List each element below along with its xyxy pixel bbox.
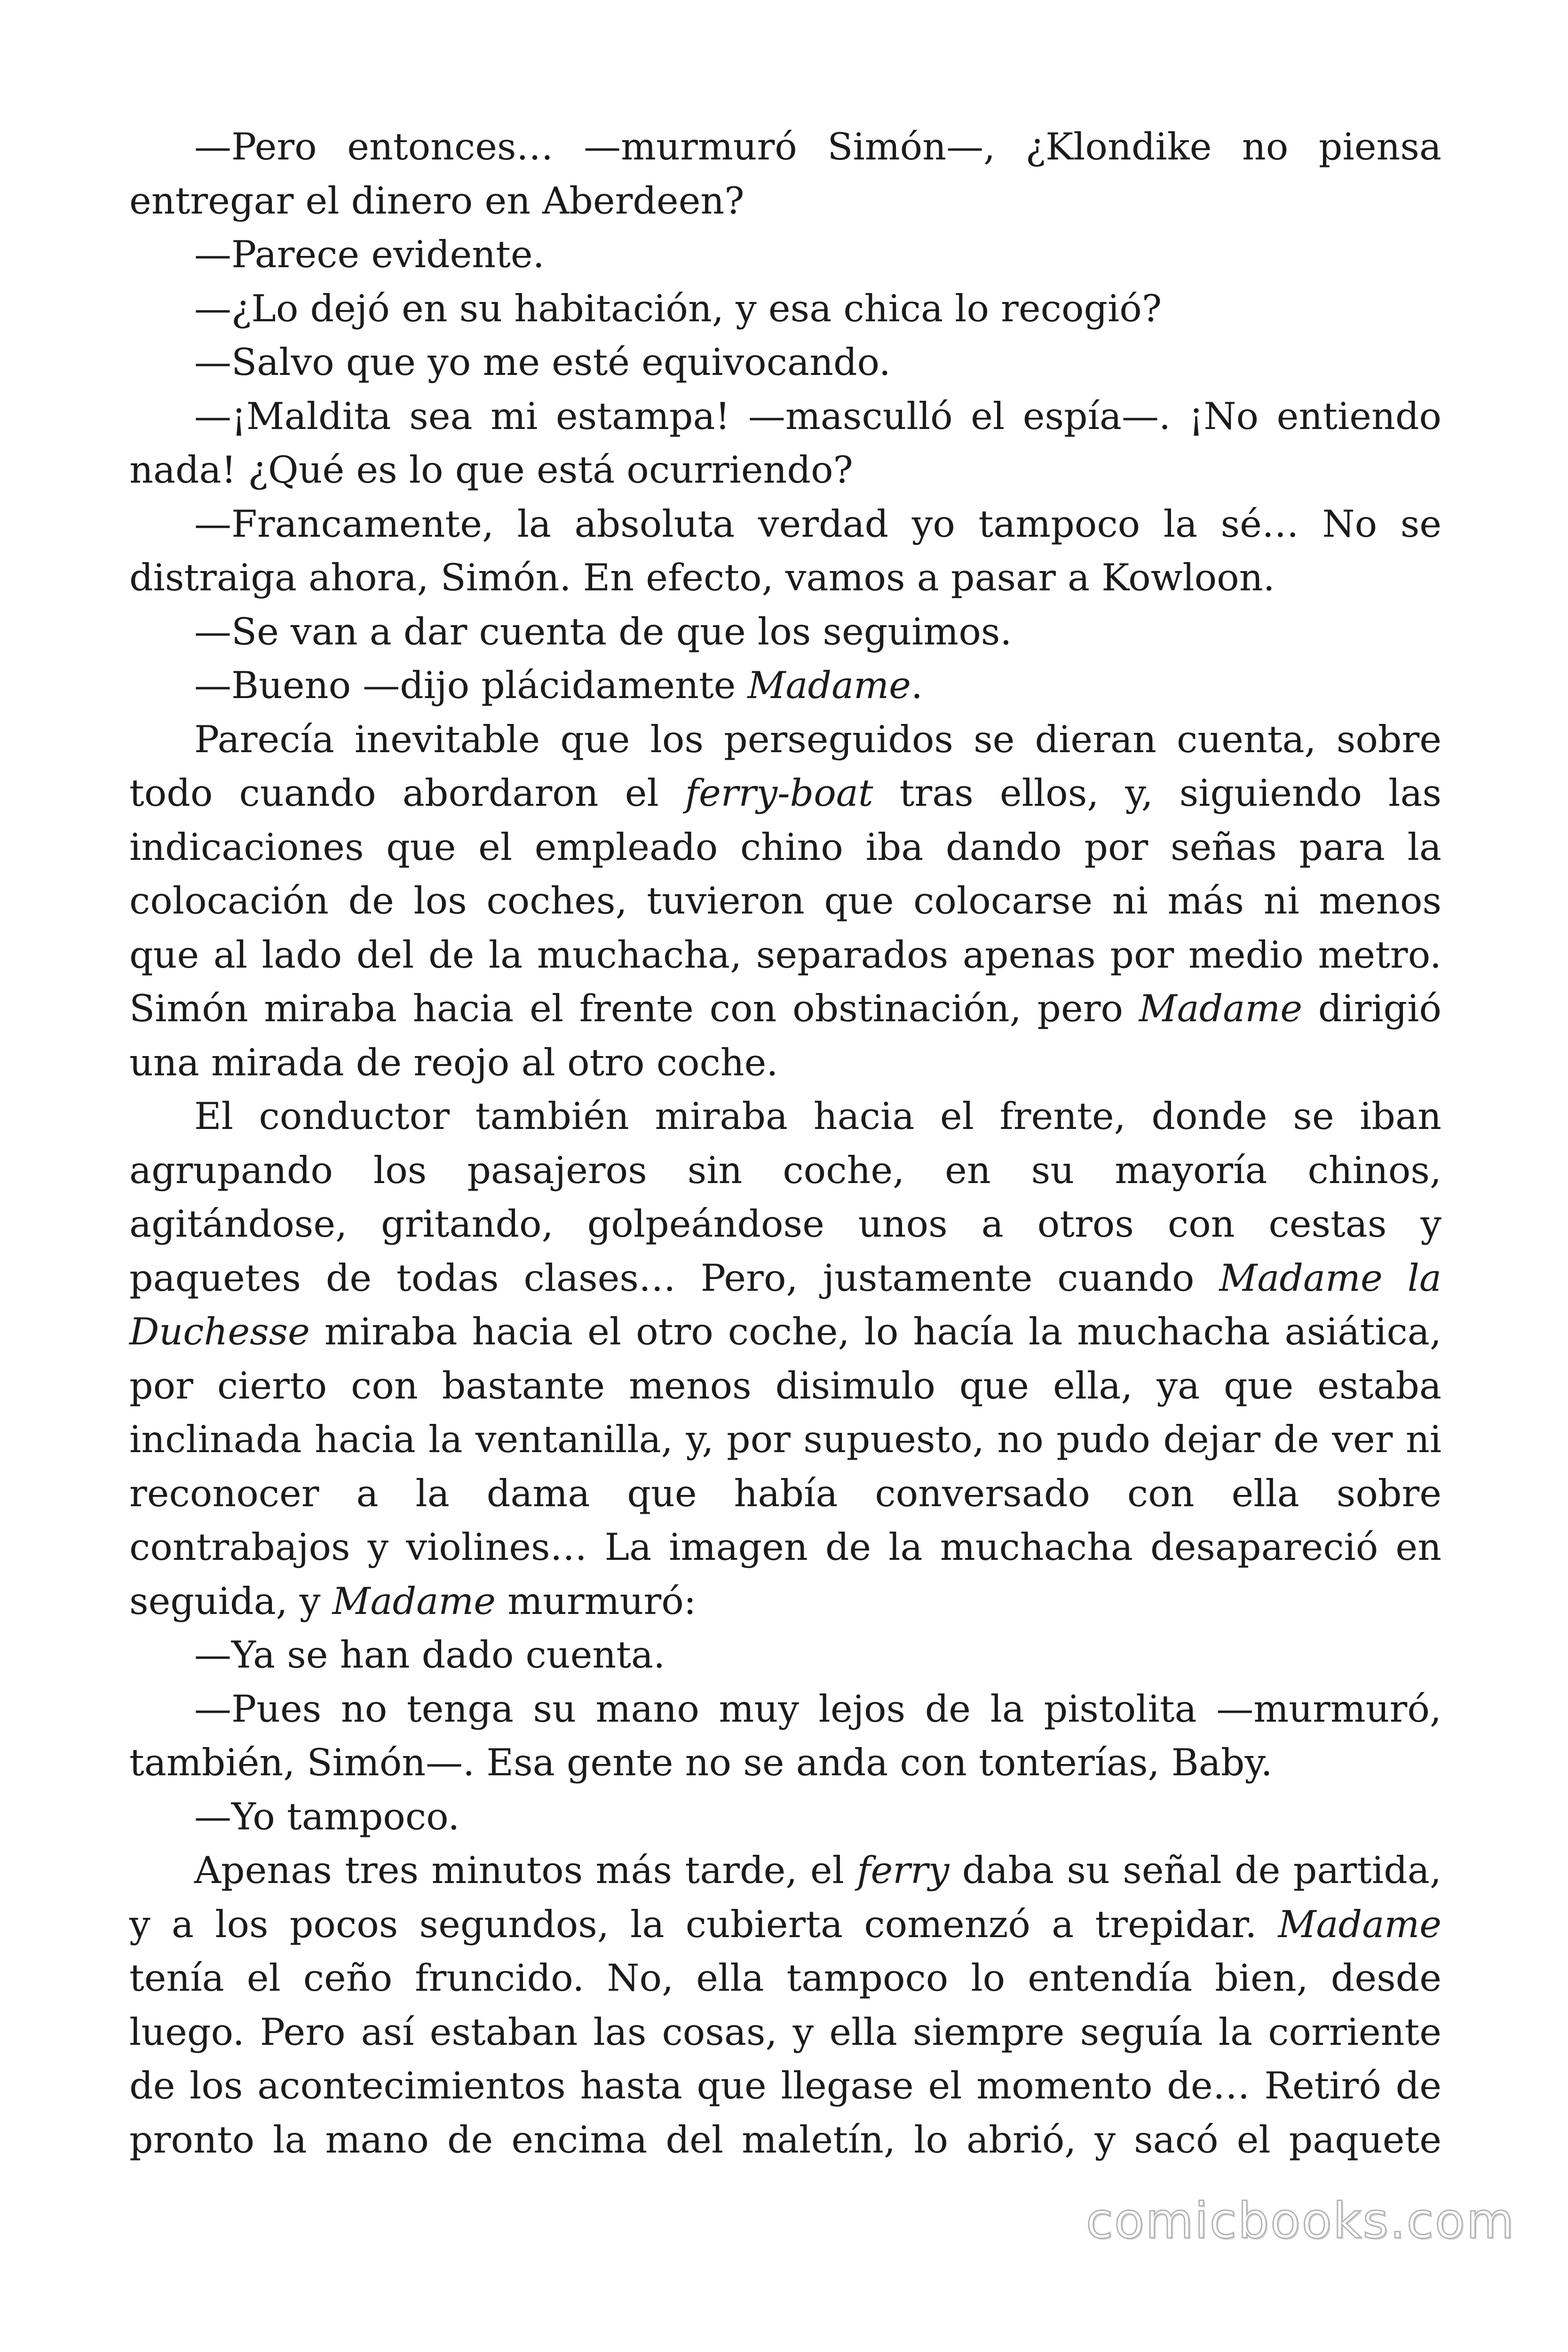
- italic-text: Madame: [747, 664, 911, 707]
- text-run: Apenas tres minutos más tarde, el: [194, 1849, 857, 1892]
- italic-text: ferry-boat: [685, 771, 873, 815]
- text-run: —Se van a dar cuenta de que los seguimos.: [194, 610, 1012, 653]
- paragraph: [129, 120, 1441, 228]
- text-run: —¡Maldita sea mi estampa! —masculló el espía—. ¡No entiendo nada! ¿Qué es lo que está ocurriendo?: [129, 394, 1441, 492]
- paragraph: [129, 282, 1441, 336]
- paragraph: [129, 713, 1441, 1090]
- paragraph: [129, 1843, 1441, 2167]
- text-run: El conductor también miraba hacia el frente, donde se iban agrupando los pasajeros sin coche, en su mayoría chinos, agitándose, gritando, golpeándose unos a otros con cestas y paquetes de todas clases… Pero, justamente cuando: [129, 1095, 1441, 1300]
- text-run: —Francamente, la absoluta verdad yo tampoco la sé… No se distraiga ahora, Simón. En efecto, vamos a pasar a Kowloon.: [129, 502, 1441, 599]
- italic-text: Madame: [1278, 1902, 1441, 1946]
- italic-text: Madame: [1139, 987, 1303, 1030]
- paragraph: [129, 335, 1441, 389]
- italic-text: Madame: [332, 1579, 496, 1623]
- text-run: —¿Lo dejó en su habitación, y esa chica lo recogió?: [194, 286, 1162, 330]
- italic-text: Madame la Duchesse: [129, 1256, 1441, 1353]
- paragraph: [129, 497, 1441, 605]
- paragraph: [129, 605, 1441, 659]
- text-run: murmuró:: [495, 1579, 697, 1623]
- text-run: —Bueno —dijo plácidamente: [194, 664, 748, 707]
- text-run: —Parece evidente.: [194, 233, 545, 276]
- paragraph: [129, 659, 1441, 713]
- text-run: —Yo tampoco.: [194, 1795, 460, 1838]
- paragraph: [129, 1628, 1441, 1682]
- paragraph: [129, 1682, 1441, 1790]
- text-run: daba su señal de partida, y a los pocos segundos, la cubierta comenzó a trepidar.: [129, 1849, 1441, 1946]
- text-run: —Salvo que yo me esté equivocando.: [194, 341, 891, 384]
- paragraph: [129, 389, 1441, 497]
- text-run: miraba hacia el otro coche, lo hacía la muchacha asiática, por cierto con bastante menos disimulo que ella, ya que estaba inclinada hacia la ventanilla, y, por supuesto, no pudo dejar de ver ni reconocer a la dama que había conversado con ella sobre contrabajos y violines… La imagen de la muchacha desapareció en seguida, y: [129, 1310, 1441, 1623]
- paragraph: [129, 228, 1441, 282]
- paragraph: [129, 1790, 1441, 1844]
- text-run: dirigió una mirada de reojo al otro coche.: [129, 987, 1441, 1084]
- italic-text: ferry: [857, 1849, 950, 1892]
- text-run: tras ellos, y, siguiendo las indicaciones que el empleado chino iba dando por señas para la colocación de los coches, tuvieron que colocarse ni más ni menos que al lado del de la muchacha, separados apenas por medio metro. Simón miraba hacia el frente con obstinación, pero: [129, 771, 1442, 1030]
- site-watermark: comicbooks.com: [1085, 2192, 1515, 2249]
- text-run: Parecía inevitable que los perseguidos se dieran cuenta, sobre todo cuando abordaron el: [129, 717, 1441, 815]
- book-page-text: [129, 120, 1441, 2167]
- paragraph: [129, 1089, 1441, 1628]
- text-run: tenía el ceño fruncido. No, ella tampoco lo entendía bien, desde luego. Pero así estaban las cosas, y ella siempre seguía la corriente de los acontecimientos hasta que llegase el momento de… Retiró de pronto la mano de encima del maletín, lo abrió, y sacó el paquete: [129, 1956, 1441, 2161]
- text-run: —Pues no tenga su mano muy lejos de la pistolita —murmuró, también, Simón—. Esa gente no se anda con tonterías, Baby.: [129, 1687, 1441, 1784]
- text-run: —Ya se han dado cuenta.: [194, 1633, 665, 1677]
- text-run: .: [911, 664, 923, 707]
- text-run: —Pero entonces… —murmuró Simón—, ¿Klondike no piensa entregar el dinero en Aberdeen?: [129, 125, 1441, 222]
